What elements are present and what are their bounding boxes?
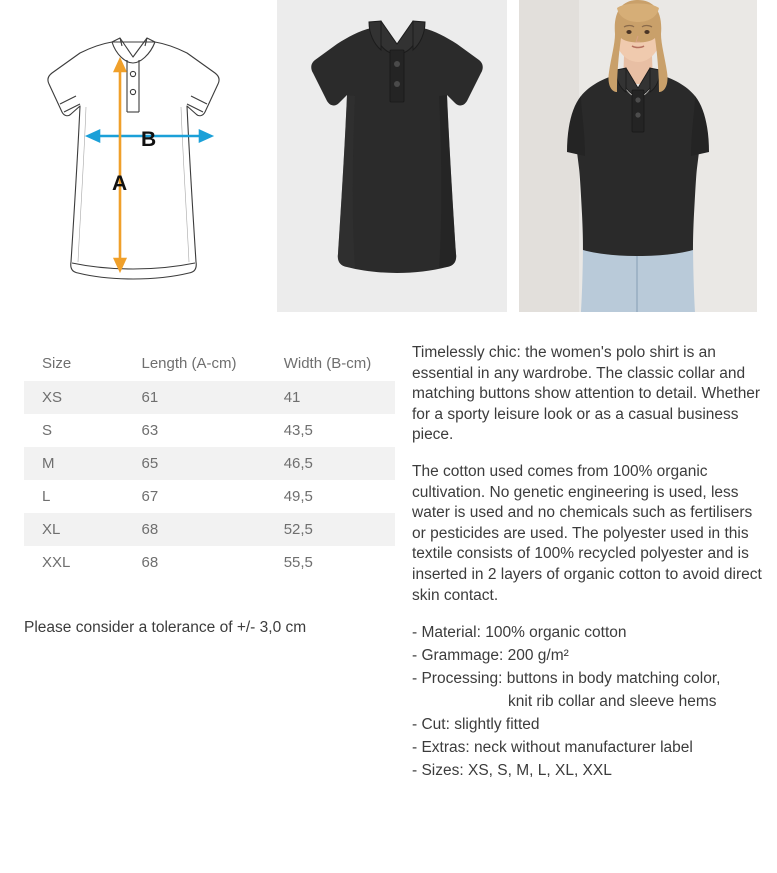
cell-size: XXL bbox=[42, 554, 71, 571]
size-table bbox=[24, 346, 395, 579]
cell-width: 41 bbox=[283, 389, 301, 406]
column-header-size: Size bbox=[42, 355, 72, 372]
table-row bbox=[24, 513, 395, 546]
cell-size: XS bbox=[42, 389, 63, 406]
cell-length: 63 bbox=[141, 422, 159, 439]
cell-length: 67 bbox=[141, 488, 159, 505]
spec-item-cut: - Cut: slightly fitted bbox=[412, 716, 540, 734]
cell-width: 49,5 bbox=[283, 488, 313, 505]
spec-item-sizes: - Sizes: XS, S, M, L, XL, XXL bbox=[412, 761, 612, 779]
technical-drawing-image bbox=[0, 0, 265, 312]
product-details-area bbox=[0, 330, 777, 873]
cell-width: 46,5 bbox=[283, 455, 313, 472]
description-paragraph-1: Timelessly chic: the women's polo shirt is an essential in any wardrobe. The classic collar and matching buttons show attention to detail. Whether for a sporty leisure look or as a casual business piece. bbox=[412, 344, 761, 444]
table-row bbox=[24, 480, 395, 513]
cell-length: 61 bbox=[141, 389, 159, 406]
table-row bbox=[24, 381, 395, 414]
tolerance-note: Please consider a tolerance of +/- 3,0 cm bbox=[24, 619, 307, 636]
cell-size: S bbox=[42, 422, 53, 439]
model-product-image bbox=[519, 0, 757, 312]
spec-item-extras: - Extras: neck without manufacturer label bbox=[412, 739, 693, 756]
cell-length: 65 bbox=[141, 455, 159, 472]
cell-size: L bbox=[42, 488, 51, 505]
cell-size: XL bbox=[42, 521, 61, 538]
specs-list bbox=[412, 622, 763, 783]
spec-item-grammage: - Grammage: 200 g/m² bbox=[412, 647, 569, 665]
measurement-label-b: B bbox=[141, 128, 157, 151]
spec-item-material: - Material: 100% organic cotton bbox=[412, 624, 627, 642]
cell-length: 68 bbox=[141, 554, 159, 571]
description-column bbox=[400, 330, 777, 873]
cell-size: M bbox=[42, 455, 55, 472]
table-header-row bbox=[24, 346, 395, 381]
cell-width: 43,5 bbox=[283, 422, 313, 439]
column-header-length: Length (A-cm) bbox=[141, 355, 237, 372]
cell-width: 52,5 bbox=[283, 521, 313, 538]
cell-width: 55,5 bbox=[283, 554, 313, 571]
spec-item-processing: - Processing: buttons in body matching color, bbox=[412, 670, 721, 688]
size-guide-column bbox=[0, 330, 400, 873]
flat-product-image bbox=[277, 0, 507, 312]
product-image-row bbox=[0, 0, 777, 312]
table-row bbox=[24, 414, 395, 447]
column-header-width: Width (B-cm) bbox=[283, 355, 372, 372]
description-paragraph-2: The cotton used comes from 100% organic cultivation. No genetic engineering is used, less water is used and no chemicals such as fertilisers or pesticides are used. The polyester used in this textile consists of 100% recycled polyester and is inserted in 2 layers of organic cotton to avoid direct skin contact. bbox=[412, 463, 762, 604]
table-row bbox=[24, 447, 395, 480]
table-row bbox=[24, 546, 395, 579]
spec-item-processing-cont: knit rib collar and sleeve hems bbox=[508, 693, 717, 711]
cell-length: 68 bbox=[141, 521, 159, 538]
measurement-label-a: A bbox=[112, 172, 128, 195]
